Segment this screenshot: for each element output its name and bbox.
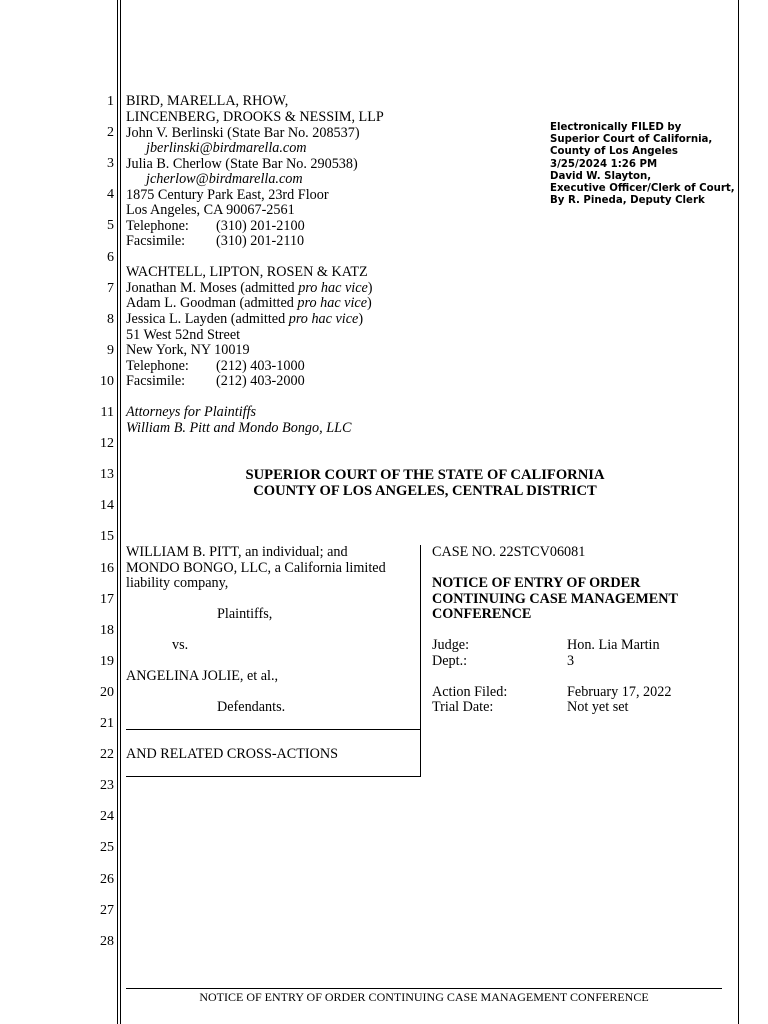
line-number: 16 xyxy=(100,560,114,576)
line-number: 10 xyxy=(100,373,114,389)
line-number: 22 xyxy=(100,747,114,763)
case-number: CASE NO. 22STCV06081 xyxy=(432,544,586,560)
firm-name-line2: LINCENBERG, DROOKS & NESSIM, LLP xyxy=(126,109,384,125)
attorney-name: Julia B. Cherlow (State Bar No. 290538) xyxy=(126,156,358,172)
stamp-line: Executive Officer/Clerk of Court, xyxy=(550,183,735,195)
document-title-line3: CONFERENCE xyxy=(432,606,532,622)
line-number: 9 xyxy=(107,342,114,358)
related-actions: AND RELATED CROSS-ACTIONS xyxy=(126,746,339,762)
attorneys-for-line1: Attorneys for Plaintiffs xyxy=(126,404,257,420)
line-number: 24 xyxy=(100,809,114,825)
left-margin-rule-inner xyxy=(120,0,121,1024)
attorney-email: jcherlow@birdmarella.com xyxy=(146,171,303,187)
line-number: 6 xyxy=(107,249,114,265)
caption-rule xyxy=(126,729,421,730)
stamp-line: County of Los Angeles xyxy=(550,146,678,158)
line-number: 15 xyxy=(100,529,114,545)
line-number: 28 xyxy=(100,933,114,949)
line-number: 18 xyxy=(100,622,114,638)
telephone-label: Telephone: xyxy=(126,218,189,234)
court-title-line2: COUNTY OF LOS ANGELES, CENTRAL DISTRICT xyxy=(253,483,597,499)
firm-name: WACHTELL, LIPTON, ROSEN & KATZ xyxy=(126,264,368,280)
left-margin-rule-outer xyxy=(117,0,118,1024)
document-title-line1: NOTICE OF ENTRY OF ORDER xyxy=(432,575,641,591)
right-margin-rule xyxy=(738,0,739,1024)
trial-date-label: Trial Date: xyxy=(432,699,494,715)
line-number: 26 xyxy=(100,871,114,887)
line-number: 5 xyxy=(107,218,114,234)
telephone-label: Telephone: xyxy=(126,358,189,374)
defendants-role: Defendants. xyxy=(217,699,286,715)
footer-title: NOTICE OF ENTRY OF ORDER CONTINUING CASE MANAGEMENT CONFERENCE xyxy=(199,990,649,1004)
plaintiffs-role: Plaintiffs, xyxy=(217,606,273,622)
attorney-name: John V. Berlinski (State Bar No. 208537) xyxy=(126,125,360,141)
line-number: 1 xyxy=(107,94,114,109)
judge-label: Judge: xyxy=(432,637,470,653)
court-title-line1: SUPERIOR COURT OF THE STATE OF CALIFORNIA xyxy=(245,467,605,483)
plaintiffs-line2: MONDO BONGO, LLC, a California limited xyxy=(126,560,386,576)
line-number: 11 xyxy=(100,405,114,420)
stamp-line: David W. Slayton, xyxy=(550,170,652,182)
attorney-name: Jessica L. Layden (admitted pro hac vice) xyxy=(126,311,364,327)
line-number: 21 xyxy=(100,716,114,731)
line-number: 13 xyxy=(100,467,114,483)
firm-address-line2: Los Angeles, CA 90067-2561 xyxy=(126,202,295,218)
firm-address-line2: New York, NY 10019 xyxy=(126,342,250,358)
document-title-line2: CONTINUING CASE MANAGEMENT xyxy=(432,591,678,607)
filing-stamp xyxy=(550,122,735,207)
stamp-line: 3/25/2024 1:26 PM xyxy=(550,158,658,170)
attorney-name: Jonathan M. Moses (admitted pro hac vice) xyxy=(126,280,373,296)
firm-address-line1: 1875 Century Park East, 23rd Floor xyxy=(126,187,329,203)
dept-value: 3 xyxy=(567,653,575,669)
telephone-number: (212) 403-1000 xyxy=(216,358,305,374)
footer-rule xyxy=(126,988,722,989)
plaintiffs-line3: liability company, xyxy=(126,575,229,591)
action-filed-value: February 17, 2022 xyxy=(567,684,672,700)
caption-rule xyxy=(126,776,421,777)
dept-label: Dept.: xyxy=(432,653,468,669)
firm-name-line1: BIRD, MARELLA, RHOW, xyxy=(126,93,289,109)
trial-date-value: Not yet set xyxy=(567,699,629,715)
telephone-number: (310) 201-2100 xyxy=(216,218,305,234)
facsimile-label: Facsimile: xyxy=(126,233,186,249)
line-number: 7 xyxy=(107,280,114,296)
line-number: 27 xyxy=(100,902,114,918)
facsimile-number: (310) 201-2110 xyxy=(216,233,305,249)
versus: vs. xyxy=(172,637,189,653)
line-number: 3 xyxy=(107,156,114,172)
line-number: 19 xyxy=(100,653,114,669)
attorney-email: jberlinski@birdmarella.com xyxy=(146,140,307,156)
judge-value: Hon. Lia Martin xyxy=(567,637,660,653)
line-number: 14 xyxy=(100,498,114,514)
facsimile-number: (212) 403-2000 xyxy=(216,373,305,389)
line-number: 25 xyxy=(100,840,114,856)
attorney-name: Adam L. Goodman (admitted pro hac vice) xyxy=(126,295,372,311)
line-number: 8 xyxy=(107,311,114,327)
line-number: 12 xyxy=(100,436,114,452)
stamp-line: By R. Pineda, Deputy Clerk xyxy=(550,195,705,207)
defendants: ANGELINA JOLIE, et al., xyxy=(126,668,279,684)
line-number: 17 xyxy=(100,591,114,607)
line-number: 2 xyxy=(107,125,114,141)
line-number: 20 xyxy=(100,684,114,700)
action-filed-label: Action Filed: xyxy=(432,684,508,700)
caption-divider xyxy=(420,545,421,777)
firm-address-line1: 51 West 52nd Street xyxy=(126,327,241,343)
stamp-line: Electronically FILED by xyxy=(550,122,682,133)
plaintiffs-line1: WILLIAM B. PITT, an individual; and xyxy=(126,544,348,560)
attorneys-for-line2: William B. Pitt and Mondo Bongo, LLC xyxy=(126,420,352,436)
stamp-line: Superior Court of California, xyxy=(550,134,713,146)
line-number: 4 xyxy=(107,187,114,203)
facsimile-label: Facsimile: xyxy=(126,373,186,389)
line-number: 23 xyxy=(100,778,114,794)
